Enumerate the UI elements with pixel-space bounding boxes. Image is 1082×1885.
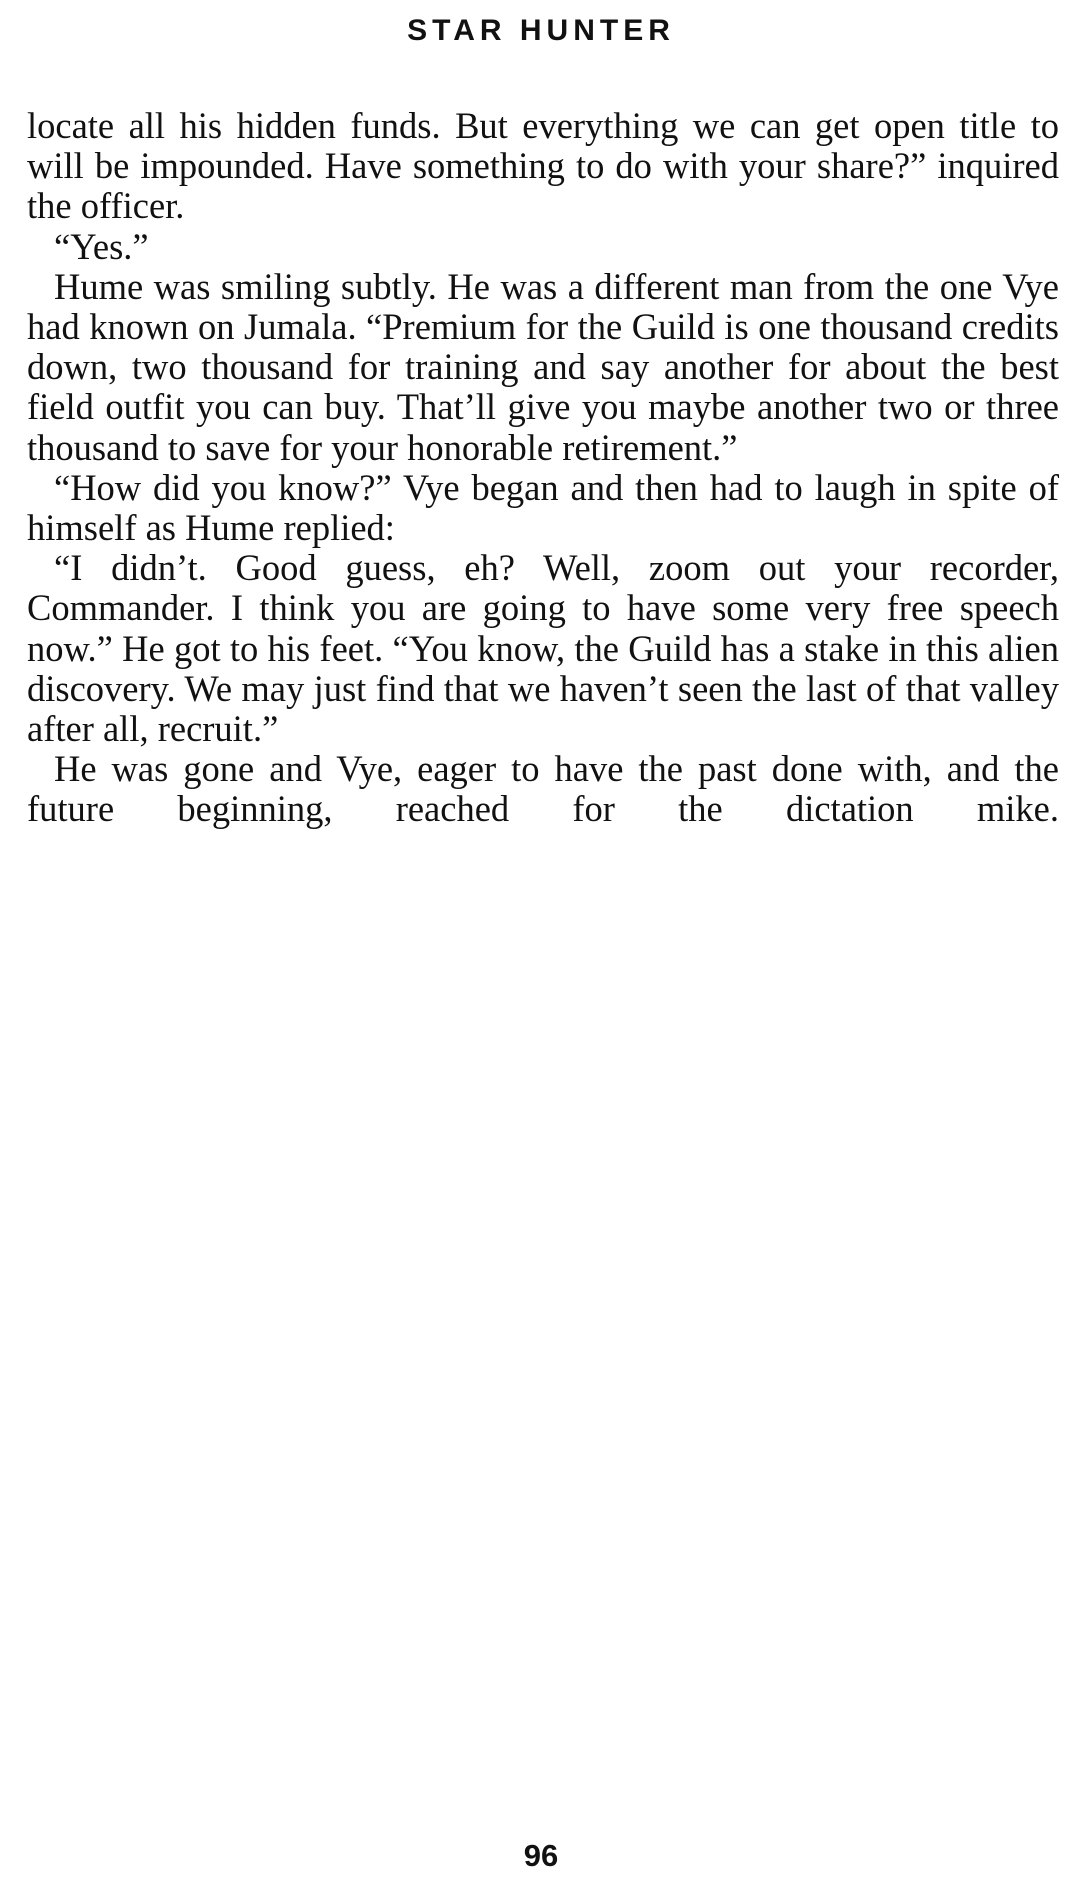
paragraph-6: He was gone and Vye, eager to have the past done with, and the future beginning, reached for the dictation mike. <box>27 748 1059 830</box>
body-text <box>27 106 1059 830</box>
running-head-title: STAR HUNTER <box>407 14 675 47</box>
paragraph-5: “I didn’t. Good guess, eh? Well, zoom out your recorder, Commander. I think you are going to have some very free speech now.” He got to his feet. “You know, the Guild has a stake in this alien discovery. We may just find that we haven’t seen the last of that valley after all, recruit.” <box>27 547 1059 750</box>
paragraph-1: locate all his hidden funds. But everything we can get open title to will be impounded. Have something to do with your share?” inquired the officer. <box>27 105 1059 227</box>
paragraph-3: Hume was smiling subtly. He was a different man from the one Vye had known on Jumala. “Premium for the Guild is one thousand credits down, two thousand for training and say another for about the best field outfit you can buy. That’ll give you maybe another two or three thousand to save for your honorable retirement.” <box>27 265 1059 468</box>
page-number: 96 <box>523 1838 559 1873</box>
paragraph-2: “Yes.” <box>54 225 149 267</box>
paragraph-4: “How did you know?” Vye began and then had to laugh in spite of himself as Hume replied: <box>27 466 1059 549</box>
